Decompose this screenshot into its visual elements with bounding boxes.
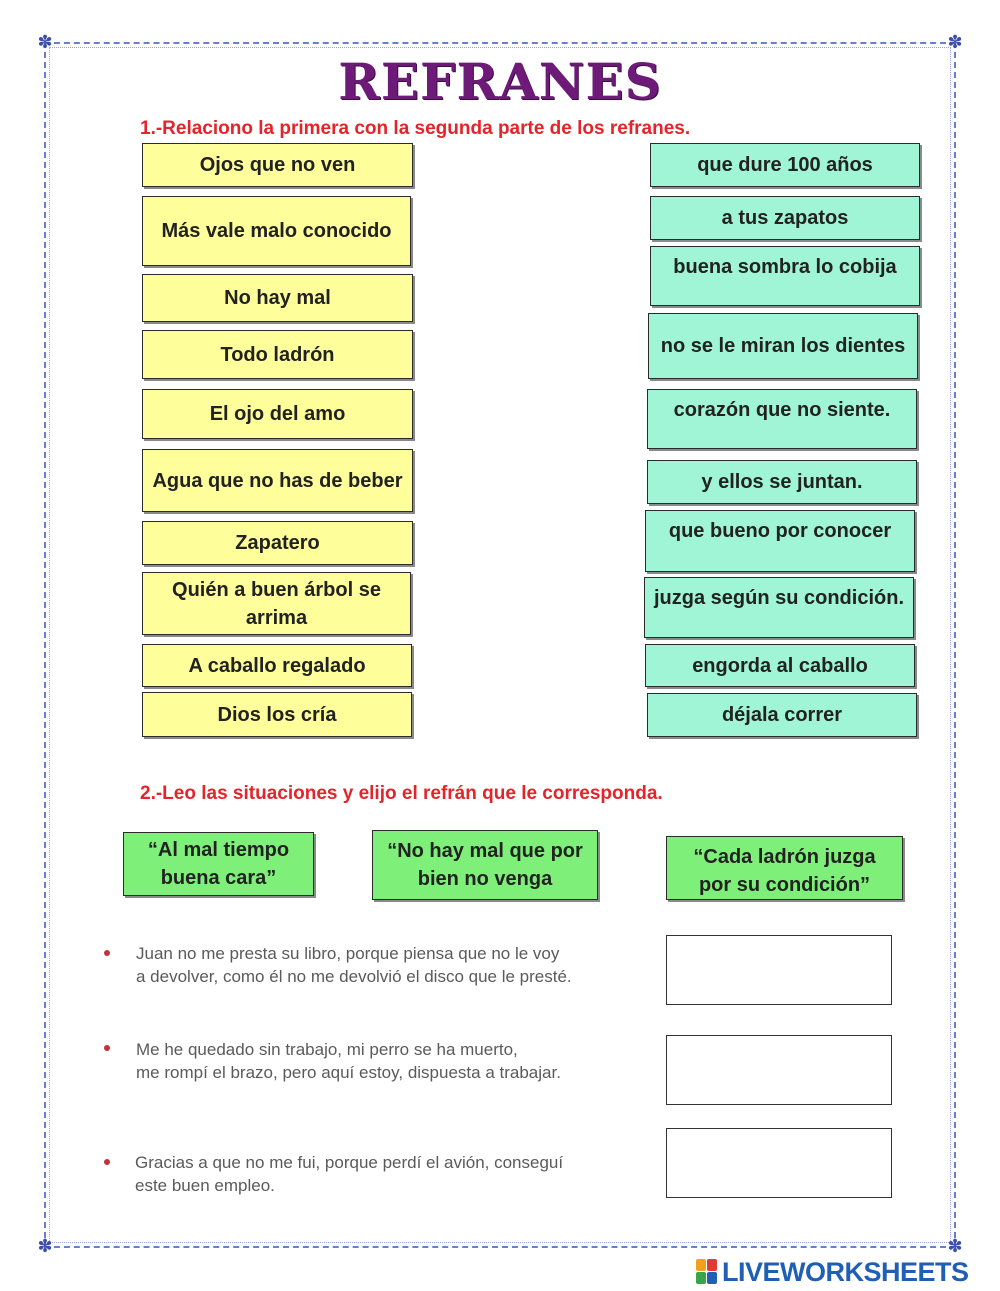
page-title: REFRANES: [338, 52, 662, 111]
instruction-2: 2.-Leo las situaciones y elijo el refrán que le corresponda.: [140, 783, 663, 804]
left-item-4[interactable]: Todo ladrón: [142, 330, 413, 379]
liveworksheets-logo: [696, 1255, 969, 1289]
left-item-10[interactable]: Dios los cría: [142, 692, 412, 737]
right-item-2[interactable]: a tus zapatos: [650, 196, 920, 240]
situation-1-line-1: Juan no me presta su libro, porque piensa que no le voy: [136, 944, 560, 963]
bullet-icon: [104, 1045, 110, 1051]
left-item-3[interactable]: No hay mal: [142, 274, 413, 322]
situation-3: [135, 1151, 563, 1197]
bullet-icon: [104, 950, 110, 956]
left-item-9[interactable]: A caballo regalado: [142, 644, 412, 687]
right-item-1[interactable]: que dure 100 años: [650, 143, 920, 187]
situation-1-line-2: a devolver, como él no me devolvió el disco que le presté.: [136, 967, 572, 986]
liveworksheets-logo-icon: [696, 1259, 718, 1285]
left-item-1[interactable]: Ojos que no ven: [142, 143, 413, 187]
left-item-2[interactable]: Más vale malo conocido: [142, 196, 411, 266]
option-3[interactable]: “Cada ladrón juzga por su condición”: [666, 836, 903, 900]
right-item-4[interactable]: no se le miran los dientes: [648, 313, 918, 379]
situation-3-line-1: Gracias a que no me fui, porque perdí el avión, conseguí: [135, 1153, 564, 1172]
left-item-5[interactable]: El ojo del amo: [142, 389, 413, 439]
left-item-6[interactable]: Agua que no has de beber: [142, 449, 413, 512]
option-1[interactable]: “Al mal tiempo buena cara”: [123, 832, 314, 896]
bullet-icon: [104, 1159, 110, 1165]
option-2[interactable]: “No hay mal que por bien no venga: [372, 830, 598, 900]
situation-3-line-2: este buen empleo.: [135, 1176, 275, 1195]
situation-2-line-2: me rompí el brazo, pero aquí estoy, dispuesta a trabajar.: [136, 1063, 561, 1082]
right-item-9[interactable]: engorda al caballo: [645, 644, 915, 687]
right-item-6[interactable]: y ellos se juntan.: [647, 460, 917, 504]
instruction-1: 1.-Relaciono la primera con la segunda parte de los refranes.: [140, 118, 691, 139]
left-item-7[interactable]: Zapatero: [142, 521, 413, 565]
brand-name: LIVEWORKSHEETS: [722, 1256, 969, 1287]
answer-box-2[interactable]: [666, 1035, 892, 1105]
right-item-8[interactable]: juzga según su condición.: [644, 577, 914, 638]
right-item-7[interactable]: que bueno por conocer: [645, 510, 915, 572]
left-item-8[interactable]: Quién a buen árbol se arrima: [142, 572, 411, 635]
answer-box-1[interactable]: [666, 935, 892, 1005]
right-item-5[interactable]: corazón que no siente.: [647, 389, 917, 449]
right-item-3[interactable]: buena sombra lo cobija: [650, 246, 920, 306]
corner-ornament-icon: ✽: [37, 32, 53, 53]
situation-2: [136, 1038, 561, 1084]
corner-ornament-icon: ✽: [947, 1236, 963, 1257]
situation-1: [136, 942, 572, 988]
situation-2-line-1: Me he quedado sin trabajo, mi perro se ha muerto,: [136, 1040, 518, 1059]
corner-ornament-icon: ✽: [37, 1236, 53, 1257]
corner-ornament-icon: ✽: [947, 32, 963, 53]
answer-box-3[interactable]: [666, 1128, 892, 1198]
right-item-10[interactable]: déjala correr: [647, 693, 917, 737]
